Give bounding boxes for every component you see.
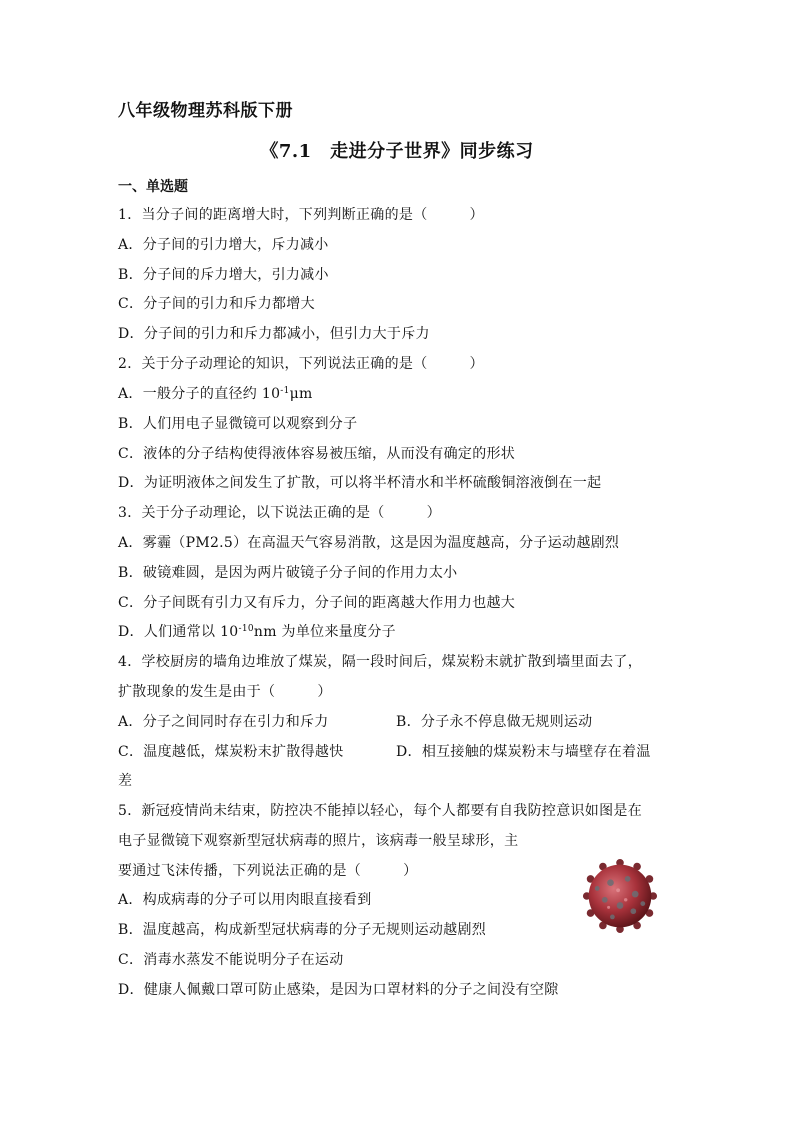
question-2-option-c: C．液体的分子结构使得液体容易被压缩，从而没有确定的形状 bbox=[118, 446, 516, 462]
question-2-stem: 2．关于分子动理论的知识，下列说法正确的是（ ） bbox=[118, 356, 484, 372]
question-3-option-b: B．破镜难圆，是因为两片破镜子分子间的作用力太小 bbox=[118, 565, 458, 581]
course-header: 八年级物理苏科版下册 bbox=[118, 101, 293, 121]
question-5-option-b: B．温度越高，构成新型冠状病毒的分子无规则运动越剧烈 bbox=[118, 922, 487, 938]
question-1-stem: 1．当分子间的距离增大时，下列判断正确的是（ ） bbox=[118, 207, 484, 223]
question-3-option-d: D．人们通常以 $10^{-10}nm$ 为单位来量度分子 bbox=[118, 624, 396, 640]
question-1-option-a: A．分子间的引力增大，斥力减小 bbox=[118, 237, 329, 253]
question-4-option-d-continued: 差 bbox=[118, 773, 133, 789]
question-4-option-b: B．分子永不停息做无规则运动 bbox=[396, 714, 593, 730]
question-1-option-d: D．分子间的引力和斥力都减小，但引力大于斥力 bbox=[118, 326, 430, 342]
question-2-option-b: B．人们用电子显微镜可以观察到分子 bbox=[118, 416, 358, 432]
question-4-option-d: D．相互接触的煤炭粉末与墙壁存在着温 bbox=[396, 744, 651, 760]
question-5-stem-line-3: 要通过飞沫传播，下列说法正确的是（ ） bbox=[118, 863, 418, 879]
question-4-stem-line-1: 4．学校厨房的墙角边堆放了煤炭，隔一段时间后，煤炭粉末就扩散到墙里面去了， bbox=[118, 654, 643, 670]
question-1-option-b: B．分子间的斥力增大，引力减小 bbox=[118, 267, 329, 283]
question-5-option-c: C．消毒水蒸发不能说明分子在运动 bbox=[118, 952, 344, 968]
question-3-option-a: A．雾霾（PM2.5）在高温天气容易消散，这是因为温度越高，分子运动越剧烈 bbox=[118, 535, 620, 551]
question-4-stem-line-2: 扩散现象的发生是由于（ ） bbox=[118, 684, 332, 700]
question-2-option-d: D．为证明液体之间发生了扩散，可以将半杯清水和半杯硫酸铜溶液倒在一起 bbox=[118, 475, 602, 491]
section-heading: 一、单选题 bbox=[118, 179, 188, 195]
question-5-stem-line-2: 电子显微镜下观察新型冠状病毒的照片，该病毒一般呈球形，主 bbox=[118, 833, 519, 849]
page-title: 《7.1 走进分子世界》同步练习 bbox=[260, 141, 534, 162]
question-4-option-c: C．温度越低，煤炭粉末扩散得越快 bbox=[118, 744, 344, 760]
question-2-option-a: A．一般分子的直径约 $10^{-1}\mu m$ bbox=[118, 386, 313, 402]
question-3-option-c: C．分子间既有引力又有斥力，分子间的距离越大作用力也越大 bbox=[118, 595, 516, 611]
question-5-stem-line-1: 5．新冠疫情尚未结束，防控决不能掉以轻心，每个人都要有自我防控意识如图是在 bbox=[118, 803, 643, 819]
question-3-stem: 3．关于分子动理论，以下说法正确的是（ ） bbox=[118, 505, 441, 521]
coronavirus-micrograph-image bbox=[582, 858, 658, 934]
question-1-option-c: C．分子间的引力和斥力都增大 bbox=[118, 296, 315, 312]
question-5-option-d: D．健康人佩戴口罩可防止感染，是因为口罩材料的分子之间没有空隙 bbox=[118, 982, 559, 998]
question-4-option-a: A．分子之间同时存在引力和斥力 bbox=[118, 714, 329, 730]
question-5-option-a: A．构成病毒的分子可以用肉眼直接看到 bbox=[118, 892, 372, 908]
